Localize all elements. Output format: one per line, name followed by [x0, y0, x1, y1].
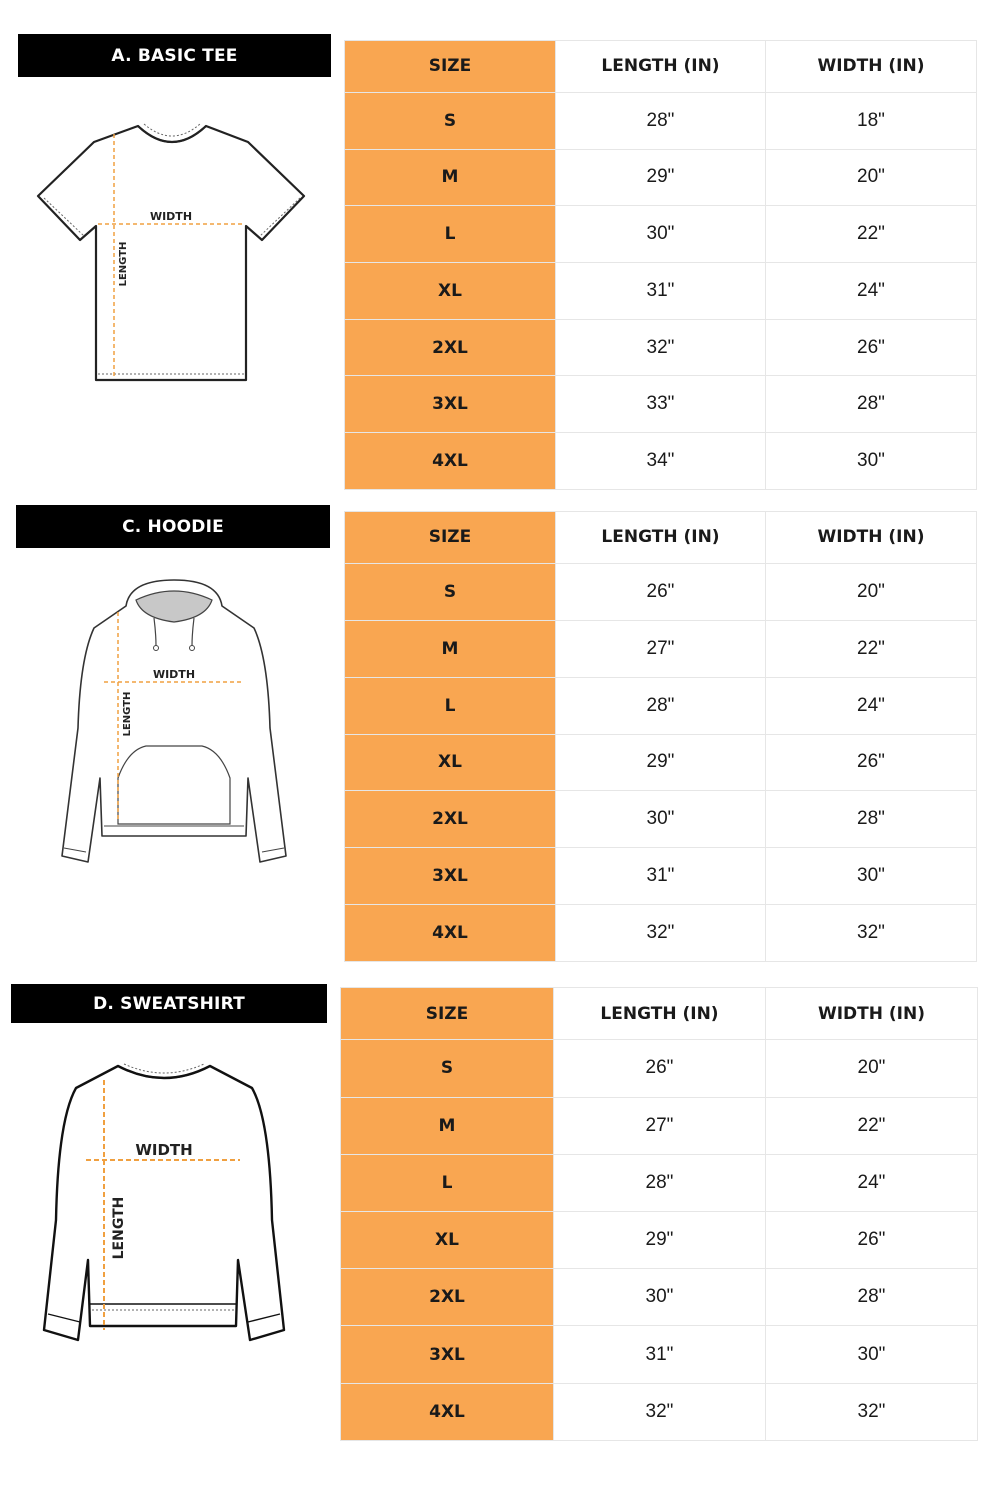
table-header-row	[341, 988, 978, 1040]
width-cell: 28"	[766, 791, 977, 848]
table-row	[345, 677, 977, 734]
length-cell: 29"	[554, 1211, 766, 1268]
table-row	[341, 1097, 978, 1154]
header-size: SIZE	[345, 41, 556, 93]
width-cell: 20"	[766, 149, 977, 206]
header-size: SIZE	[341, 988, 554, 1040]
width-cell: 18"	[766, 92, 977, 149]
table-row	[341, 1269, 978, 1326]
width-cell: 20"	[766, 563, 977, 620]
length-cell: 29"	[556, 149, 766, 206]
width-cell: 32"	[766, 1383, 978, 1440]
width-cell: 26"	[766, 734, 977, 791]
width-cell: 22"	[766, 1097, 978, 1154]
section-title: C. HOODIE	[16, 505, 330, 548]
tee-illustration	[34, 118, 310, 388]
table-row	[345, 319, 977, 376]
table-row	[341, 1040, 978, 1097]
length-cell: 32"	[556, 319, 766, 376]
width-cell: 26"	[766, 1211, 978, 1268]
width-cell: 22"	[766, 206, 977, 263]
width-cell: 30"	[766, 433, 977, 490]
header-width: WIDTH (IN)	[766, 988, 978, 1040]
header-length: LENGTH (IN)	[556, 41, 766, 93]
size-cell: 2XL	[345, 319, 556, 376]
length-cell: 26"	[556, 563, 766, 620]
table-row	[345, 149, 977, 206]
length-cell: 30"	[556, 206, 766, 263]
size-table-basic-tee	[344, 40, 977, 490]
hoodie-illustration	[56, 578, 292, 870]
size-cell: 2XL	[341, 1269, 554, 1326]
table-row	[345, 433, 977, 490]
table-header-row	[345, 41, 977, 93]
table-row	[345, 620, 977, 677]
sweatshirt-diagram	[38, 1060, 290, 1344]
size-cell: L	[345, 677, 556, 734]
length-cell: 27"	[554, 1097, 766, 1154]
table-header-row	[345, 512, 977, 564]
width-cell: 28"	[766, 376, 977, 433]
header-length: LENGTH (IN)	[554, 988, 766, 1040]
table-row	[341, 1383, 978, 1440]
size-cell: M	[341, 1097, 554, 1154]
width-cell: 30"	[766, 1326, 978, 1383]
size-cell: XL	[341, 1211, 554, 1268]
width-cell: 28"	[766, 1269, 978, 1326]
size-table-hoodie	[344, 511, 977, 962]
length-cell: 26"	[554, 1040, 766, 1097]
length-cell: 31"	[556, 263, 766, 320]
width-cell: 24"	[766, 677, 977, 734]
table-row	[345, 848, 977, 905]
tee-diagram	[34, 118, 310, 388]
size-cell: XL	[345, 263, 556, 320]
table-row	[345, 905, 977, 962]
table-row	[341, 1154, 978, 1211]
size-cell: L	[341, 1154, 554, 1211]
length-cell: 29"	[556, 734, 766, 791]
table-row	[345, 263, 977, 320]
width-label: WIDTH	[152, 668, 196, 681]
length-cell: 27"	[556, 620, 766, 677]
width-cell: 32"	[766, 905, 977, 962]
length-label: LENGTH	[118, 241, 129, 287]
header-width: WIDTH (IN)	[766, 512, 977, 564]
size-cell: 3XL	[341, 1326, 554, 1383]
length-cell: 32"	[554, 1383, 766, 1440]
table-row	[341, 1326, 978, 1383]
table-row	[345, 376, 977, 433]
size-cell: 4XL	[341, 1383, 554, 1440]
header-length: LENGTH (IN)	[556, 512, 766, 564]
length-label: LENGTH	[122, 691, 133, 737]
size-table-sweatshirt	[340, 987, 978, 1441]
length-cell: 31"	[556, 848, 766, 905]
length-cell: 33"	[556, 376, 766, 433]
hoodie-diagram	[56, 578, 292, 870]
size-cell: S	[345, 92, 556, 149]
size-cell: S	[345, 563, 556, 620]
size-cell: L	[345, 206, 556, 263]
width-label: WIDTH	[135, 1141, 193, 1159]
table-row	[345, 206, 977, 263]
width-cell: 22"	[766, 620, 977, 677]
width-cell: 30"	[766, 848, 977, 905]
size-cell: 4XL	[345, 433, 556, 490]
size-cell: 3XL	[345, 848, 556, 905]
width-cell: 24"	[766, 1154, 978, 1211]
table-row	[345, 563, 977, 620]
table-row	[345, 791, 977, 848]
table-row	[341, 1211, 978, 1268]
length-cell: 28"	[556, 92, 766, 149]
size-cell: XL	[345, 734, 556, 791]
length-cell: 30"	[556, 791, 766, 848]
length-cell: 34"	[556, 433, 766, 490]
length-cell: 32"	[556, 905, 766, 962]
sweatshirt-illustration	[38, 1060, 290, 1344]
size-cell: M	[345, 149, 556, 206]
length-cell: 28"	[556, 677, 766, 734]
header-size: SIZE	[345, 512, 556, 564]
table-row	[345, 734, 977, 791]
section-title: A. BASIC TEE	[18, 34, 331, 77]
header-width: WIDTH (IN)	[766, 41, 977, 93]
table-row	[345, 92, 977, 149]
length-label: LENGTH	[111, 1196, 127, 1260]
size-cell: 4XL	[345, 905, 556, 962]
size-cell: 3XL	[345, 376, 556, 433]
width-cell: 26"	[766, 319, 977, 376]
size-cell: S	[341, 1040, 554, 1097]
width-cell: 20"	[766, 1040, 978, 1097]
length-cell: 28"	[554, 1154, 766, 1211]
width-label: WIDTH	[149, 210, 193, 223]
size-cell: 2XL	[345, 791, 556, 848]
width-cell: 24"	[766, 263, 977, 320]
size-cell: M	[345, 620, 556, 677]
length-cell: 31"	[554, 1326, 766, 1383]
length-cell: 30"	[554, 1269, 766, 1326]
section-title: D. SWEATSHIRT	[11, 984, 327, 1023]
